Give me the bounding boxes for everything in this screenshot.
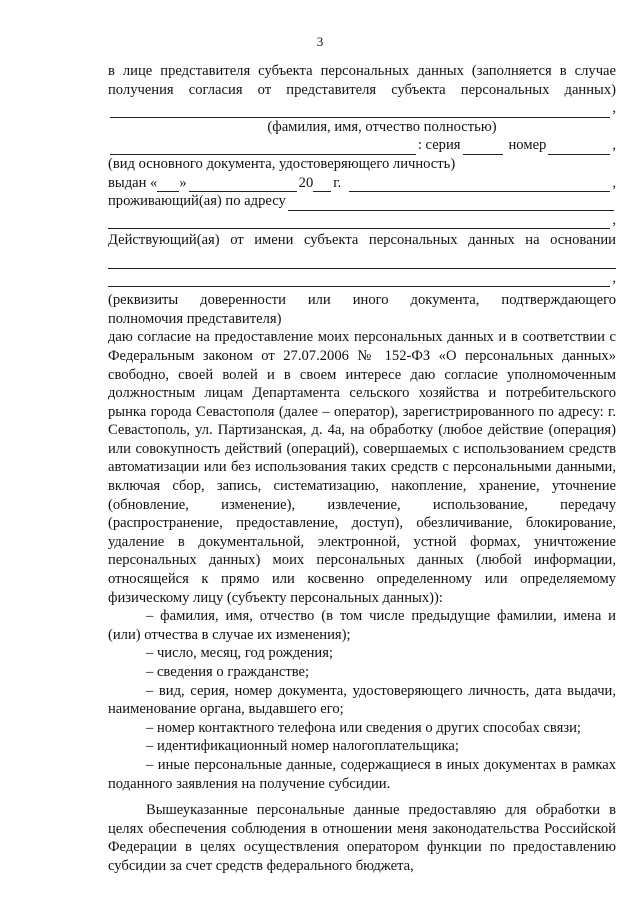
list-item-3: – сведения о гражданстве;	[146, 664, 310, 680]
caption-requisites-2: полномочия представителя)	[108, 310, 282, 327]
comma: ,	[612, 269, 616, 286]
issued-row	[108, 174, 616, 193]
caption-document: (вид основного документа, удостоверяющего личность)	[108, 155, 456, 172]
list-item-4: – вид, серия, номер документа, удостоверяющего личность, дата выдачи, наименование органа, выдавшего его;	[108, 682, 616, 718]
list-item-2: – число, месяц, год рождения;	[146, 645, 333, 662]
document-series-row	[108, 136, 616, 155]
address-blank[interactable]	[288, 197, 614, 211]
fio-field[interactable]	[108, 99, 616, 118]
issued-month-blank[interactable]	[189, 178, 297, 192]
list-item-7: – иные персональные данные, содержащиеся в иных документах в рамках поданного заявления на получение субсидии.	[108, 756, 616, 792]
consent-paragraph: даю согласие на предоставление моих персональных данных и в соответствии с Федеральным законом от 27.07.2006 № 152-ФЗ «О персональных данных» свободно, своей волей и в своем интересе даю согласие уполномоченным должностным лицам Департамента сельского хозяйства и потребительского рынка города Севастополя (далее – оператор), зарегистрированного по адресу: г. Севастополь, ул. Партизанская, д. 4а, на обработку (любое действие (операция) или совокупность действий (операций), совершаемых с использованием средств автоматизации или без использования таких средств с персональными данными, включая сбор, запись, систематизацию, накопление, хранение, уточнение (обновление, изменение), извлечение, использование, передачу (распространение, предоставление, доступ), обезличивание, блокирование, удаление в документальной, электронной, устной формах, уничтожение персональных данных) моих персональных данных (любой информации, относящейся к прямо или косвенно определенному или определяемому физическому лицу (субъекту персональных данных)):	[108, 329, 616, 606]
fio-blank[interactable]	[110, 104, 610, 118]
representative-line-2: получения согласия от представителя субъекта персональных данных)	[108, 81, 616, 98]
comma: ,	[612, 137, 616, 154]
issued-year-blank[interactable]	[313, 178, 331, 192]
final-paragraph: Вышеуказанные персональные данные предоставляю для обработки в целях обеспечения соблюдения в отношении меня законодательства Российской Федерации в целях осуществления оператором функции по предоставлению субсидии за счет средств федерального бюджета,	[108, 802, 616, 874]
comma: ,	[612, 100, 616, 117]
series-label: : серия	[417, 137, 461, 154]
address-row-2	[108, 211, 616, 230]
caption-requisites-1: (реквизиты доверенности или иного документа, подтверждающего	[108, 292, 616, 309]
issued-g: г.	[333, 174, 342, 191]
number-blank[interactable]	[548, 141, 610, 155]
issued-year-prefix: 20	[298, 174, 314, 191]
issued-prefix: выдан «	[108, 174, 158, 191]
basis-blank-row-2	[108, 269, 616, 288]
residing-label: проживающий(ая) по адресу	[108, 193, 286, 210]
number-label: номер	[508, 137, 547, 154]
address-row	[108, 192, 616, 211]
comma: ,	[612, 174, 616, 191]
basis-blank-2[interactable]	[108, 273, 610, 287]
issued-by-blank[interactable]	[349, 178, 610, 192]
issued-day-blank[interactable]	[157, 178, 179, 192]
basis-blank-1[interactable]	[108, 255, 616, 269]
document-body	[108, 62, 616, 876]
representative-line-1: в лице представителя субъекта персональных данных (заполняется в случае	[108, 63, 616, 79]
acting-line: Действующий(ая) от имени субъекта персональных данных на основании	[108, 232, 616, 249]
list-item-1: – фамилия, имя, отчество (в том числе предыдущие фамилии, имена и (или) отчества в случае их изменения);	[108, 608, 616, 643]
document-type-blank[interactable]	[110, 141, 416, 155]
page-number: 3	[316, 34, 324, 49]
caption-fio: (фамилия, имя, отчество полностью)	[267, 118, 497, 135]
address-blank-2[interactable]	[108, 215, 610, 229]
list-item-5: – номер контактного телефона или сведения о других способах связи;	[146, 719, 581, 736]
basis-blank-row-1	[108, 250, 616, 269]
comma: ,	[612, 211, 616, 228]
issued-quote-close: »	[179, 174, 187, 191]
list-item-6: – идентификационный номер налогоплательщика;	[146, 738, 459, 755]
series-blank[interactable]	[463, 141, 503, 155]
